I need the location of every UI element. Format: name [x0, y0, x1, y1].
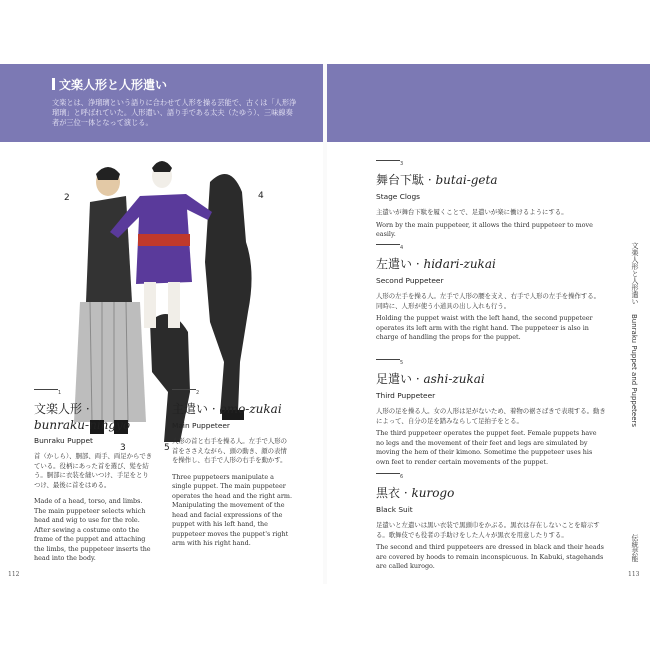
entry-text-jp: 首（かしら）、胴部、両手、両足からできている。役柄にあった首を選び、髪を結う。胴部に衣装を縫いつけ、手足をとりつけ、最後に首をはめる。	[34, 452, 153, 489]
page-number-right: 113	[628, 571, 640, 578]
entry-romaji: omo-zukai	[219, 402, 282, 416]
entry-romaji: ashi-zukai	[423, 372, 485, 386]
entry-text-jp: 足遣いと左遣いは黒い衣装で黒頭巾をかぶる。黒衣は存在しないことを暗示する。歌舞伎でも役者の手助けをした人々が黒衣を用意したりする。	[376, 521, 600, 539]
entry-number: 3	[400, 161, 404, 167]
entry-title-jp: 主遣い	[172, 402, 209, 416]
entry-number: 5	[400, 360, 404, 366]
entry-number: 4	[400, 245, 404, 251]
entry-text-en: Three puppeteers manipulate a single puppet. The main puppeteer operates the head and the right arm. Manipulating the movement of the head and facial expressions of the puppet with his left hand, the puppeteer moves the puppet's right arm with his right hand.	[172, 472, 292, 547]
entry-kurogo: 6 黒衣 · kurogo Black Suit 足遣いと左遣いは黒い衣装で黒頭巾をかぶる。黒衣は存在しないことを暗示する。歌舞伎でも役者の手助けをした人々が黒衣を用意したりする。 The second and third puppeteers are dressed in black and their heads are covered by hoods to remain inconspicuous. In Kabuki, stagehands are called kurogo.	[376, 469, 606, 572]
figure-label-4: 4	[258, 191, 264, 201]
entry-title-jp: 足遣い	[376, 372, 413, 386]
entry-title-jp: 左遣い	[376, 257, 413, 271]
side-tab-section: 伝統芸能	[631, 534, 639, 562]
entry-number: 6	[400, 474, 404, 480]
entry-number: 2	[196, 390, 200, 396]
entry-hidari-zukai: 4 左遣い · hidari-zukai Second Puppeteer 人形の左手を操る人。左手で人形の腰を支え、右手で人形の左手を操作する。同時に、人形が使う小道具の出し入れも行う。 Holding the puppet waist with the left hand, the second puppeteer operates its left arm with the right hand. The puppeteer is also in charge of handling the props for the puppet.	[376, 240, 606, 343]
entry-text-en: The second and third puppeteers are dressed in black and their heads are covered by hoods to remain inconspicuous. In Kabuki, stagehands are called kurogo.	[376, 543, 604, 570]
entry-text-en: Made of a head, torso, and limbs. The main puppeteer selects which head and wig to use for the role. After sewing a costume onto the frame of the puppet and attaching the limbs, the puppeteer inserts the head into the body.	[34, 497, 151, 562]
entry-title-en: Stage Clogs	[376, 192, 420, 201]
entry-romaji: hidari-zukai	[423, 257, 496, 271]
kurogo-left-puppeteer	[205, 174, 252, 420]
figure-label-3: 3	[120, 443, 126, 452]
figure-label-5: 5	[164, 443, 170, 452]
entry-bunraku-ningyo: 1 文楽人形 · bunraku-ningyo Bunraku Puppet 首（かしら）、胴部、両手、両足からできている。役柄にあった首を選び、髪を結う。胴部に衣装を縫いつけ、手足をとりつけ、最後に首をはめる。 Made of a head, torso, and limbs. The main puppeteer selects which head and wig to use for the role. After sewing a costume onto the frame of the puppet and attaching the limbs, the puppeteer inserts the head into the body.	[34, 385, 154, 564]
entry-title-jp: 舞台下駄	[376, 173, 425, 187]
entry-title-en: Main Puppeteer	[172, 421, 230, 430]
entry-text-en: The third puppeteer operates the puppet feet. Female puppets have no legs and the movement of their feet and legs are simulated by moving the hem of their kimono. Sometime the puppeteer uses his own feet to render certain movements of the puppet.	[376, 429, 597, 466]
entry-title-en: Third Puppeteer	[376, 391, 436, 400]
entry-title-jp: 文楽人形	[34, 402, 83, 416]
page-number-left: 112	[8, 571, 20, 578]
right-header-band	[327, 64, 650, 142]
entry-romaji: bunraku-ningyo	[34, 418, 131, 432]
entry-text-jp: 人形の左手を操る人。左手で人形の腰を支え、右手で人形の左手を操作する。同時に、人形が使う小道具の出し入れも行う。	[376, 292, 601, 310]
entry-romaji: kurogo	[411, 486, 455, 500]
figure-label-2: 2	[64, 193, 70, 203]
entry-romaji: butai-geta	[435, 173, 498, 187]
entry-text-jp: 人形の首と右手を操る人。左手で人形の首をささえながら、頭の動き、顔の表情を操作し、右手で人形の右手を動かす。	[172, 437, 288, 464]
entry-text-en: Worn by the main puppeteer, it allows the third puppeteer to move easily.	[376, 220, 593, 238]
entry-text-jp: 主遣いが舞台下駄を履くことで、足遣いが楽に働けるようにする。	[376, 208, 568, 216]
entry-title-en: Second Puppeteer	[376, 276, 444, 285]
entry-butai-geta: 3 舞台下駄 · butai-geta Stage Clogs 主遣いが舞台下駄を履くことで、足遣いが楽に働けるようにする。 Worn by the main puppeteer, it allows the third puppeteer to move easily.	[376, 156, 606, 240]
entry-text-en: Holding the puppet waist with the left hand, the second puppeteer operates its left arm with the right hand. The puppeteer is also in charge of handling the props for the puppet.	[376, 314, 593, 341]
entry-title-jp: 黒衣	[376, 486, 401, 500]
entry-text-jp: 人形の足を操る人。女の人形は足がないため、着物の裾さばきで表現する。動きによって、自分の足を踏みならして足拍子をとる。	[376, 407, 606, 425]
entry-number: 1	[58, 390, 62, 396]
side-tab-jp: 文楽人形と人形遣い	[631, 242, 639, 305]
entry-title-en: Black Suit	[376, 505, 413, 514]
entry-ashi-zukai: 5 足遣い · ashi-zukai Third Puppeteer 人形の足を操る人。女の人形は足がないため、着物の裾さばきで表現する。動きによって、自分の足を踏みならして足拍子をとる。 The third puppeteer operates the puppet feet. Female puppets have no legs and the movement of their feet and legs are simulated by moving the hem of their kimono. Sometime the puppeteer uses his own feet to render certain movements of the puppet.	[376, 355, 606, 467]
book-spread	[0, 64, 650, 584]
left-band-title: 文楽人形と人形遣い	[59, 78, 168, 92]
side-tab-en: Bunraku Puppet and Puppeteers	[630, 314, 638, 428]
page-gutter	[323, 64, 327, 584]
left-header-band	[0, 64, 323, 142]
entry-omo-zukai: 2 主遣い · omo-zukai Main Puppeteer 人形の首と右手を操る人。左手で人形の首をささえながら、頭の動き、顔の表情を操作し、右手で人形の右手を動かす。 Three puppeteers manipulate a single puppet. The main puppeteer operates the head and the right arm. Manipulating the movement of the head and facial expressions of the puppet with his left hand, the puppeteer moves the puppet's right arm with his right hand.	[172, 385, 292, 549]
left-band-body: 文楽とは、浄瑠璃という語りに合わせて人形を操る芸能で、古くは「人形浄瑠璃」と呼ばれていた。人形遣い、語り手である太夫（たゆう）、三味線奏者が三位一体となって演じる。	[52, 98, 297, 127]
entry-title-en: Bunraku Puppet	[34, 436, 93, 445]
